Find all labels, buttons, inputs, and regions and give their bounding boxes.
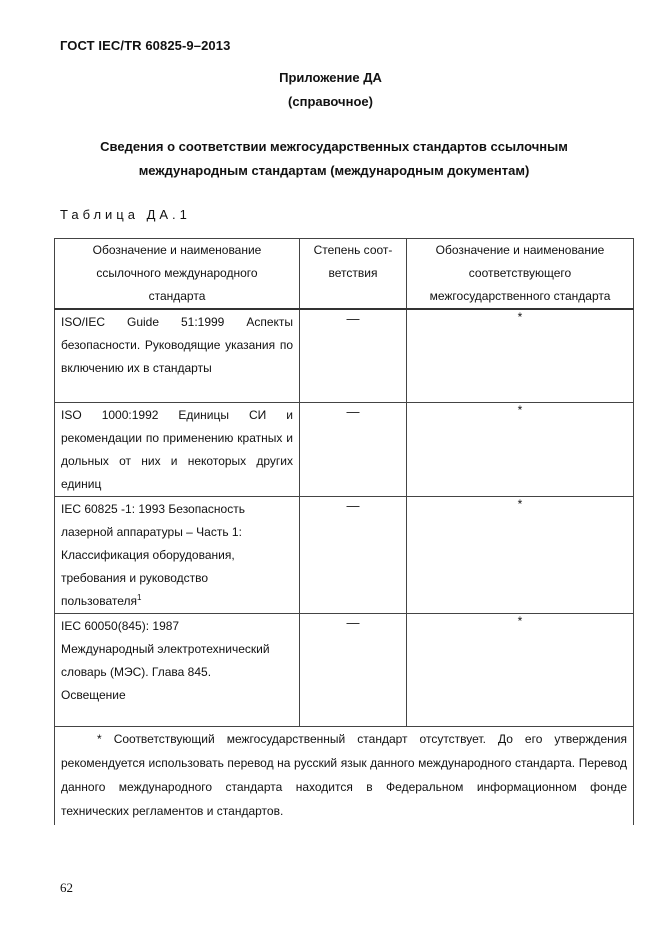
standard-name: ISO/IEC Guide 51:1999 Аспекты безопасности. Руководящие указания по включению их в стандарты bbox=[55, 309, 300, 403]
name-line bbox=[61, 590, 293, 613]
annex-subtitle: (справочное) bbox=[288, 94, 373, 109]
section-heading bbox=[60, 135, 608, 183]
column-header-interstate bbox=[407, 239, 634, 310]
interstate-cell: * bbox=[407, 309, 634, 403]
header-line: соответствующего bbox=[468, 266, 572, 280]
name-line: лазерной аппаратуры – Часть 1: bbox=[61, 525, 242, 539]
name-line: требования и руководство bbox=[61, 571, 209, 585]
degree-cell: — bbox=[300, 497, 407, 614]
name-line-text: пользователя bbox=[61, 594, 137, 608]
footnote-mark: 1 bbox=[137, 593, 142, 602]
header-line: ссылочного международного bbox=[96, 266, 258, 280]
footnote-row bbox=[55, 727, 634, 826]
heading-line-1: Сведения о соответствии межгосударственных стандартов ссылочным bbox=[100, 139, 568, 154]
correspondence-table bbox=[54, 238, 634, 825]
standard-name bbox=[55, 614, 300, 727]
degree-cell: — bbox=[300, 309, 407, 403]
table-row bbox=[55, 309, 634, 403]
header-line: межгосударственного стандарта bbox=[429, 289, 611, 303]
column-header-degree bbox=[300, 239, 407, 310]
column-header-international bbox=[55, 239, 300, 310]
header-line: стандарта bbox=[148, 289, 206, 303]
name-line: Классификация оборудования, bbox=[61, 548, 235, 562]
name-line: словарь (МЭС). Глава 845. bbox=[61, 665, 212, 679]
interstate-cell: * bbox=[407, 497, 634, 614]
table-header-row bbox=[55, 239, 634, 310]
page-number: 62 bbox=[60, 880, 73, 895]
name-line: IEC 60050(845): 1987 bbox=[61, 619, 180, 633]
footnote-text: * Соответствующий межгосударственный стандарт отсутствует. До его утверждения рекомендуется использовать перевод на русский язык данного международного стандарта. Перевод данного международного стандарта находится в Федеральном информационном фонде технических регламентов и стандартов. bbox=[61, 732, 627, 818]
table-caption: Таблица ДА.1 bbox=[60, 207, 191, 222]
interstate-cell: * bbox=[407, 614, 634, 727]
table-row bbox=[55, 403, 634, 497]
degree-cell: — bbox=[300, 614, 407, 727]
header-line: Обозначение и наименование bbox=[435, 243, 605, 257]
document-code: ГОСТ IEC/TR 60825-9–2013 bbox=[60, 38, 231, 53]
annex-title: Приложение ДА bbox=[279, 70, 382, 85]
table-row bbox=[55, 614, 634, 727]
table-footnote bbox=[55, 727, 634, 826]
heading-line-2: международным стандартам (международным документам) bbox=[138, 163, 530, 178]
table-row bbox=[55, 497, 634, 614]
header-line: Степень соот- bbox=[313, 243, 393, 257]
header-line: ветствия bbox=[328, 266, 378, 280]
standard-name: ISO 1000:1992 Единицы СИ и рекомендации по применению кратных и дольных от них и некоторых других единиц bbox=[55, 403, 300, 497]
name-line: Международный электротехнический bbox=[61, 642, 270, 656]
name-line: IEC 60825 -1: 1993 Безопасность bbox=[61, 502, 245, 516]
degree-cell: — bbox=[300, 403, 407, 497]
header-line: Обозначение и наименование bbox=[92, 243, 262, 257]
interstate-cell: * bbox=[407, 403, 634, 497]
name-line: Освещение bbox=[61, 688, 126, 702]
standard-name bbox=[55, 497, 300, 614]
